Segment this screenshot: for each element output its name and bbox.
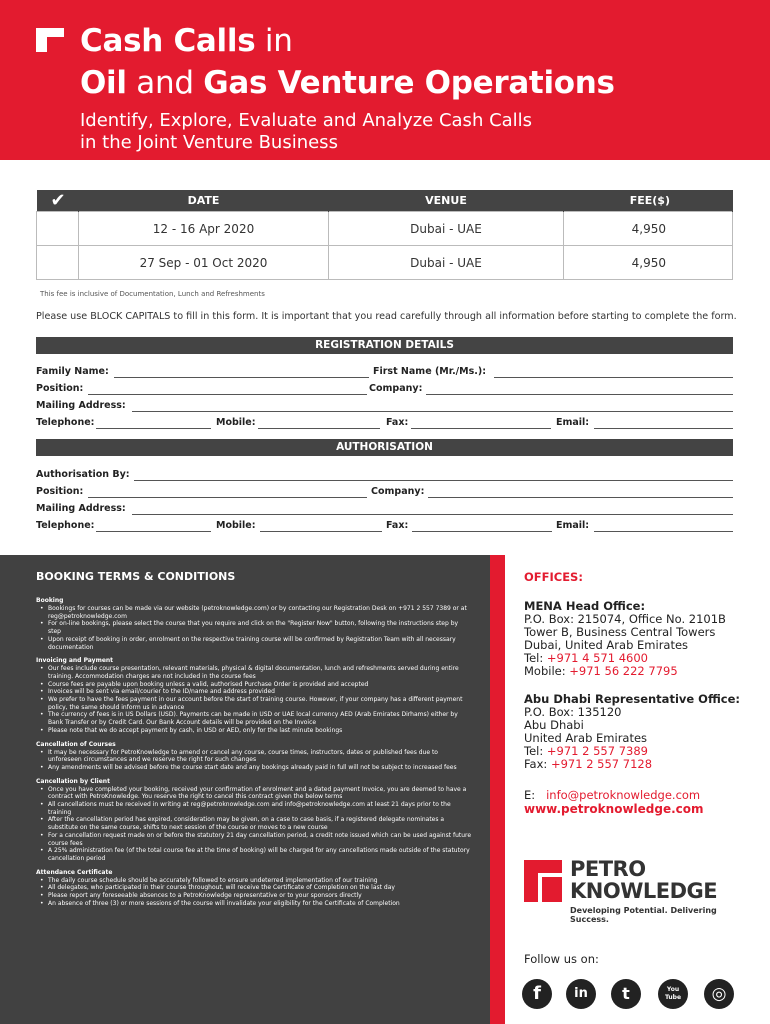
ad-address-line: Abu Dhabi [524, 718, 584, 732]
accent-strip [490, 555, 505, 1024]
logo-mark-icon [524, 860, 562, 902]
row-checkbox[interactable] [37, 246, 79, 280]
offices-title: OFFICES: [524, 570, 583, 584]
authorisation-by-row[interactable] [36, 469, 733, 483]
fax-label: Fax: [386, 520, 409, 531]
ad-tel-link[interactable]: +971 2 557 7389 [546, 744, 648, 758]
subtitle-line-2: in the Joint Venture Business [80, 132, 338, 153]
auth-mailing-row[interactable] [36, 503, 733, 517]
abudhabi-office-title: Abu Dhabi Representative Office: [524, 692, 740, 706]
mobile-label: Mobile: [216, 520, 256, 531]
header-banner [0, 0, 770, 160]
ad-address-line: United Arab Emirates [524, 731, 648, 745]
email-link[interactable]: info@petroknowledge.com [546, 788, 701, 802]
mena-address-line: P.O. Box: 215074, Office No. 2101B [524, 612, 726, 626]
venue-header: VENUE [329, 190, 564, 212]
facebook-icon[interactable]: f [522, 979, 552, 1009]
terms-list [36, 665, 472, 734]
terms-item: • Bookings for courses can be made via our website (petroknowledge.com) or by contacting our Registration Desk on +971 2 557 7389 or at reg@petroknowledge.com [36, 605, 472, 620]
mena-address-line: Tower B, Business Central Towers [524, 625, 716, 639]
table-row[interactable] [37, 246, 733, 280]
mena-tel: Tel: +971 4 571 4600 [524, 651, 648, 665]
terms-item: • Please note that we do accept payment by cash, in USD or AED, only for the last minute bookings [36, 727, 472, 735]
email-label: Email: [556, 417, 590, 428]
terms-section-heading: Invoicing and Payment [36, 657, 114, 665]
company-label: Company: [369, 383, 423, 394]
social-icons [522, 979, 737, 1011]
position-label: Position: [36, 383, 84, 394]
email-field[interactable] [594, 531, 733, 532]
family-name-field[interactable] [114, 377, 369, 378]
mobile-label: Mobile: [216, 417, 256, 428]
ad-tel: Tel: +971 2 557 7389 [524, 744, 648, 758]
terms-section-heading: Booking [36, 597, 64, 604]
terms-item: • An absence of three (3) or more sessions of the course will invalidate your eligibility for the Certificate of Completion [36, 900, 472, 908]
logo-text-1: PETRO [570, 857, 646, 881]
check-icon: ✔ [37, 190, 79, 212]
position-field[interactable] [88, 497, 367, 498]
company-label: Company: [371, 486, 425, 497]
venue-cell: Dubai - UAE [329, 246, 564, 280]
mena-address-line: Dubai, United Arab Emirates [524, 638, 689, 652]
terms-list [36, 605, 472, 651]
instagram-icon[interactable]: ◎ [704, 979, 734, 1009]
position-field[interactable] [88, 394, 367, 395]
auth-telephone-row[interactable] [36, 520, 733, 534]
offices-section [524, 570, 759, 816]
terms-item: • Once you have completed your booking, received your confirmation of enrolment and a dated payment Invoice, you are deemed to have a contract with PetroKnowledge. You reserve the right to cancel this contract given the below terms [36, 786, 472, 801]
date-cell: 27 Sep - 01 Oct 2020 [79, 246, 329, 280]
mena-mobile: Mobile: +971 56 222 7795 [524, 664, 678, 678]
mena-office-title: MENA Head Office: [524, 599, 646, 613]
linkedin-icon[interactable]: in [566, 979, 596, 1009]
authorisation-header: AUTHORISATION [36, 439, 733, 456]
telephone-row[interactable] [36, 417, 733, 431]
first-name-label: First Name (Mr./Ms.): [373, 366, 487, 377]
terms-item: • All cancellations must be received in writing at reg@petroknowledge.com and info@petroknowledge.com at least 21 days prior to the training [36, 801, 472, 816]
registration-header: REGISTRATION DETAILS [36, 337, 733, 354]
mena-tel-link[interactable]: +971 4 571 4600 [546, 651, 648, 665]
ad-fax: Fax: +971 2 557 7128 [524, 757, 653, 771]
terms-list [36, 877, 472, 908]
terms-section-heading: Cancellation of Courses [36, 740, 116, 748]
terms-list [36, 749, 472, 772]
terms-list [36, 786, 472, 863]
mobile-field[interactable] [260, 531, 382, 532]
title-line-2: Oil and Gas Venture Operations [80, 65, 615, 101]
family-name-row[interactable] [36, 366, 733, 380]
terms-item: • Upon receipt of booking in order, enrolment on the respective training course will be confirmed by Registration Team with all necessary documentation [36, 636, 472, 651]
terms-section-heading: Cancellation by Client [36, 777, 110, 785]
terms-item: • Course fees are payable upon booking unless a valid, authorised Purchase Order is provided and accepted [36, 681, 472, 689]
fee-note: This fee is inclusive of Documentation, Lunch and Refreshments [40, 290, 265, 298]
authorisation-by-field[interactable] [134, 480, 733, 481]
date-cell: 12 - 16 Apr 2020 [79, 212, 329, 246]
brand-mark-icon [36, 28, 64, 52]
terms-item: • The currency of fees is in US Dollars (USD). Payments can be made in USD or UAE local currency AED (Arab Emirates Dirhams) either by Bank Transfer or by Credit Card. Our Bank Account details will be provided on the Invoice [36, 711, 472, 726]
youtube-icon[interactable]: You Tube [658, 979, 688, 1009]
subtitle-line-1: Identify, Explore, Evaluate and Analyze Cash Calls [80, 110, 533, 131]
venue-cell: Dubai - UAE [329, 212, 564, 246]
telephone-label: Telephone: [36, 417, 95, 428]
mobile-field[interactable] [258, 428, 380, 429]
auth-position-row[interactable] [36, 486, 733, 500]
petroknowledge-logo [524, 857, 739, 924]
terms-item: • After the cancellation period has expired, consideration may be given, on a case to case basis, if a registered delegate nominates a substitute on the same course, shifts to next session of the course or moves to a new course [36, 816, 472, 831]
company-field[interactable] [426, 394, 733, 395]
website-link[interactable]: www.petroknowledge.com [524, 802, 704, 816]
date-header: DATE [79, 190, 329, 212]
schedule-table [36, 190, 733, 280]
position-row[interactable] [36, 383, 733, 397]
terms-section-heading: Attendance Certificate [36, 868, 113, 876]
terms-item: • A 25% administration fee (of the total course fee at the time of booking) will be charged for any cancellations made outside of the statutory cancellation period [36, 847, 472, 862]
first-name-field[interactable] [494, 377, 733, 378]
terms-item: • The daily course schedule should be accurately followed to ensure undeterred implementation of our training [36, 877, 472, 885]
fax-field[interactable] [412, 531, 552, 532]
position-label: Position: [36, 486, 84, 497]
terms-item: • All delegates, who participated in their course throughout, will receive the Certificate of Completion on the last day [36, 884, 472, 892]
ad-address-line: P.O. Box: 135120 [524, 705, 622, 719]
terms-title: BOOKING TERMS & CONDITIONS [36, 570, 236, 583]
terms-item: • Any amendments will be advised before the course start date and any bookings already paid in full will not be subject to increased fees [36, 764, 472, 772]
company-field[interactable] [428, 497, 733, 498]
terms-item: • For on-line bookings, please select the course that you require and click on the "Register Now" button, following the instructions step by step [36, 620, 472, 635]
email-field[interactable] [594, 428, 733, 429]
email-line: E: info@petroknowledge.com [524, 788, 701, 802]
fee-cell: 4,950 [564, 212, 733, 246]
table-row[interactable] [37, 212, 733, 246]
terms-item: • For a cancellation request made on or before the statutory 21 day cancellation period, a credit note issued which can be used against future course fees [36, 832, 472, 847]
booking-terms [36, 570, 472, 908]
fax-field[interactable] [411, 428, 551, 429]
mailing-field[interactable] [132, 514, 733, 515]
title-line-1: Cash Calls in [80, 23, 293, 59]
telephone-field[interactable] [96, 428, 211, 429]
ad-fax-value: +971 2 557 7128 [550, 757, 653, 771]
email-label: Email: [556, 520, 590, 531]
terms-item: • We prefer to have the fees payment in our account before the start of training course. However, if your company has a different payment policy, the same should inform us in advance [36, 696, 472, 711]
terms-item: • Our fees include course presentation, relevant materials, physical & digital documentation, lunch and refreshments served during entire training. Accommodation charges are not included in the course fees [36, 665, 472, 680]
mailing-label: Mailing Address: [36, 503, 126, 514]
telephone-field[interactable] [96, 531, 211, 532]
fee-header: FEE($) [564, 190, 733, 212]
family-name-label: Family Name: [36, 366, 109, 377]
form-instruction: Please use BLOCK CAPITALS to fill in this form. It is important that you read carefully through all information before starting to complete the form. [36, 311, 737, 322]
terms-item: • Please report any foreseeable absences to a PetroKnowledge representative or to your sponsors directly [36, 892, 472, 900]
terms-item: • Invoices will be sent via email/courier to the ID/name and address provided [36, 688, 472, 696]
twitter-icon[interactable]: t [611, 979, 641, 1009]
terms-item: • It may be necessary for PetroKnowledge to amend or cancel any course, course times, instructors, dates or published fees due to unforeseen circumstances and we reserve the right for such changes [36, 749, 472, 764]
authorisation-by-label: Authorisation By: [36, 469, 130, 480]
mailing-field[interactable] [132, 411, 733, 412]
mena-mobile-link[interactable]: +971 56 222 7795 [569, 664, 678, 678]
logo-text-2: KNOWLEDGE [570, 879, 718, 903]
logo-tagline: Developing Potential. Delivering Success. [570, 906, 717, 924]
mailing-label: Mailing Address: [36, 400, 126, 411]
follow-label: Follow us on: [524, 952, 599, 966]
fee-cell: 4,950 [564, 246, 733, 280]
fax-label: Fax: [386, 417, 409, 428]
mailing-row[interactable] [36, 400, 733, 414]
telephone-label: Telephone: [36, 520, 95, 531]
row-checkbox[interactable] [37, 212, 79, 246]
